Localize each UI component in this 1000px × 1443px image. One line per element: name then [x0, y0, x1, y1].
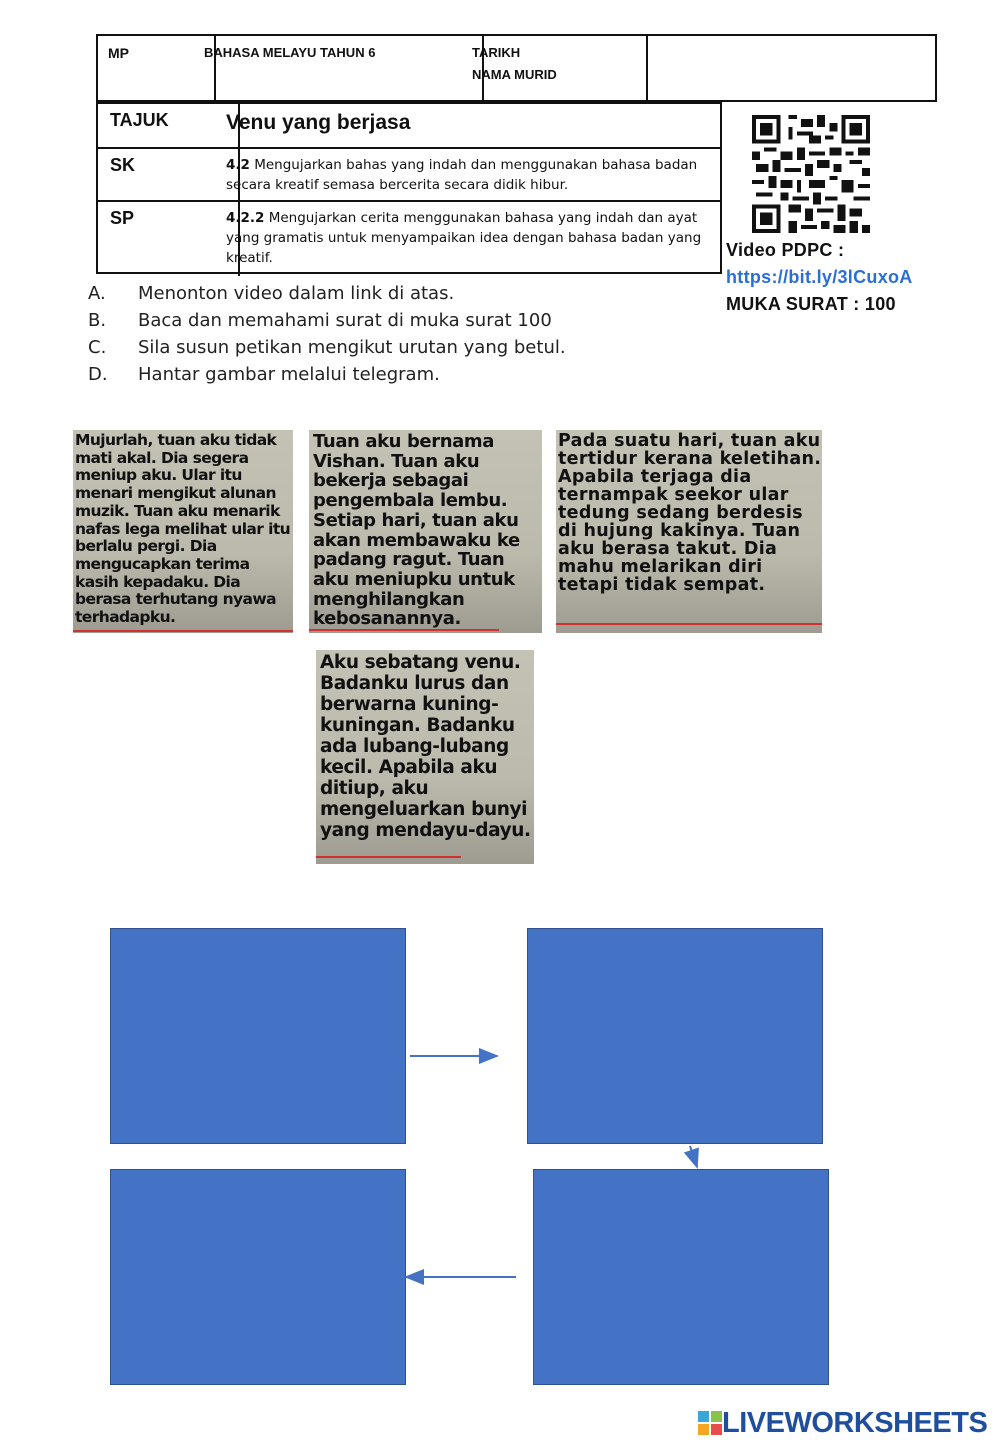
sk-value: [214, 149, 720, 202]
instructions-list: [88, 280, 708, 388]
arrow-down-icon: [690, 1146, 697, 1167]
story-card-text: Tuan aku bernama Vishan. Tuan aku bekerja sebagai pengembala lembu. Setiap hari, tuan aku akan membawaku ke padang ragut. Tuan aku meniupku untuk menghilangkan kebosanannya.: [313, 431, 520, 630]
sp-label: SP: [98, 202, 240, 276]
page-number-label: MUKA SURAT : 100: [726, 294, 896, 314]
liveworksheets-logo[interactable]: [698, 1408, 987, 1438]
sp-row: [98, 200, 720, 276]
sp-value: [214, 202, 720, 276]
sk-label: SK: [98, 149, 240, 202]
answer-box-2[interactable]: [527, 928, 823, 1144]
answer-box-4[interactable]: [110, 1169, 406, 1385]
sp-code: 4.2.2: [226, 210, 265, 226]
tajuk-label: TAJUK: [98, 104, 240, 149]
instruction-text: Baca dan memahami surat di muka surat 100: [138, 310, 552, 331]
sk-text: Mengujarkan bahas yang indah dan menggunakan bahasa badan secara kreatif semasa bercerita secara didik hibur.: [226, 157, 698, 193]
video-label: Video PDPC :: [726, 240, 845, 260]
tarikh-label: TARIKH: [472, 45, 521, 60]
sp-text: Mengujarkan cerita menggunakan bahasa yang indah dan ayat yang gramatis untuk menyampaikan idea dengan bahasa badan yang kreatif.: [226, 210, 702, 266]
sk-row: [98, 147, 720, 202]
instruction-item: [88, 280, 708, 307]
logo-text: LIVEWORKSHEETS: [722, 1406, 988, 1439]
instruction-item: [88, 334, 708, 361]
tajuk-value: Venu yang berjasa: [226, 111, 411, 134]
mp-label: MP: [98, 36, 216, 100]
answer-box-3[interactable]: [533, 1169, 829, 1385]
instruction-text: Hantar gambar melalui telegram.: [138, 364, 440, 385]
card-underline: [556, 623, 822, 625]
story-card-text: Aku sebatang venu. Badanku lurus dan berwarna kuning-kuningan. Badanku ada lubang-lubang kecil. Apabila aku ditiup, aku mengeluarkan bunyi yang mendayu-dayu.: [320, 652, 531, 841]
card-underline: [316, 856, 461, 858]
tajuk-row: [98, 102, 720, 149]
student-name-field[interactable]: [626, 36, 935, 100]
card-underline: [309, 629, 499, 631]
story-card-pada-suatu-hari[interactable]: [556, 430, 822, 633]
lesson-info-table: [96, 102, 722, 274]
nama-murid-label: NAMA MURID: [472, 67, 557, 82]
story-card-text: Mujurlah, tuan aku tidak mati akal. Dia segera meniup aku. Ular itu menari mengikut alunan muzik. Tuan aku menarik nafas lega melihat ular itu berlalu pergi. Dia mengucapkan terima kasih kepadaku. Dia berasa terhutang nyawa terhadapku.: [75, 431, 291, 627]
video-link[interactable]: https://bit.ly/3lCuxoA: [726, 267, 913, 287]
subject-label: BAHASA MELAYU TAHUN 6: [194, 36, 484, 100]
card-underline: [73, 630, 293, 632]
instruction-text: Sila susun petikan mengikut urutan yang betul.: [138, 337, 566, 358]
instruction-item: [88, 307, 708, 334]
instruction-letter: B.: [88, 310, 107, 331]
story-card-tuan-aku[interactable]: [309, 430, 542, 633]
date-name-labels: [462, 36, 648, 100]
liveworksheets-logo-icon: [698, 1411, 722, 1435]
instruction-text: Menonton video dalam link di atas.: [138, 283, 455, 304]
answer-box-1[interactable]: [110, 928, 406, 1144]
header-table: [96, 34, 937, 102]
instruction-item: [88, 361, 708, 388]
sk-code: 4.2: [226, 157, 250, 173]
story-card-text: Pada suatu hari, tuan aku tertidur kerana keletihan. Apabila terjaga dia ternampak seekor ular tedung sedang berdesis di hujung kakinya. Tuan aku berasa takut. Dia mahu melarikan diri tetapi tidak sempat.: [558, 431, 822, 595]
qr-code-icon[interactable]: [752, 115, 870, 233]
instruction-letter: D.: [88, 364, 108, 385]
story-card-aku-sebatang-venu[interactable]: [316, 650, 534, 864]
instruction-letter: C.: [88, 337, 107, 358]
story-card-mujurlah[interactable]: [73, 430, 293, 633]
instruction-letter: A.: [88, 283, 106, 304]
